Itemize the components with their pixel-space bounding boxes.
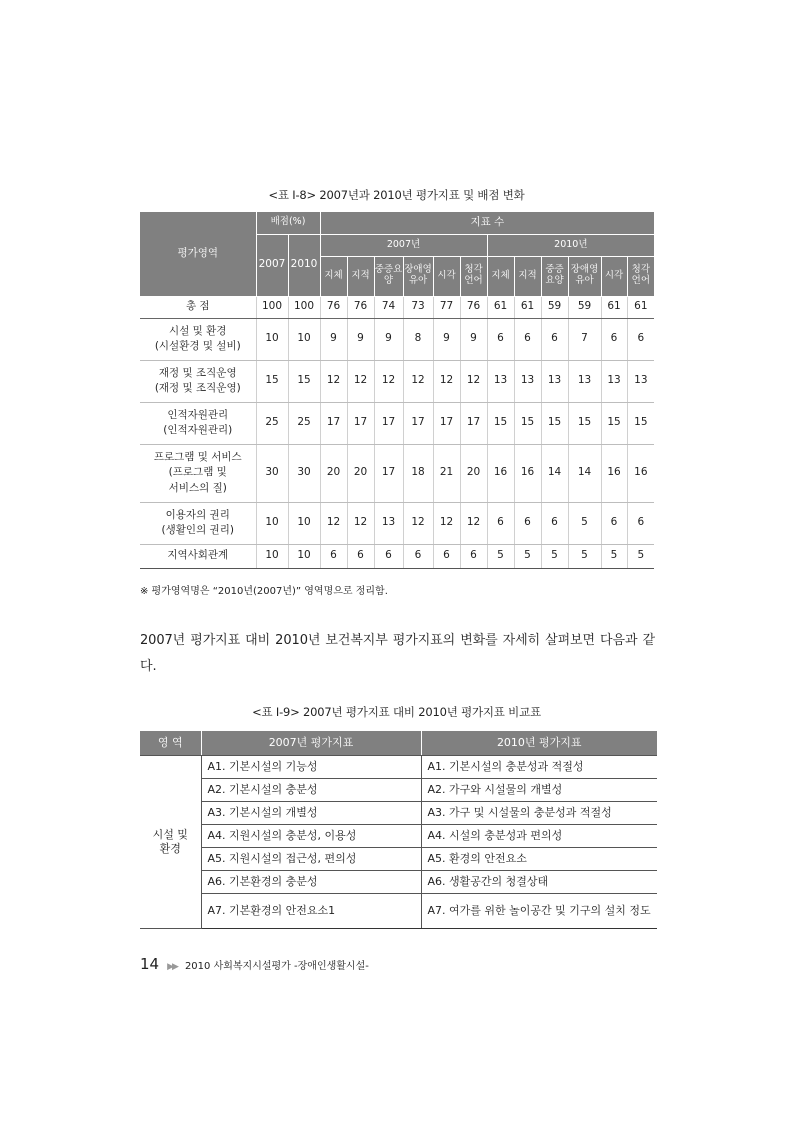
value-cell: 12 <box>433 502 460 544</box>
value-cell: 73 <box>403 296 433 318</box>
table-row <box>140 318 654 360</box>
header-area: 영 역 <box>140 731 201 756</box>
value-cell: 6 <box>627 502 654 544</box>
value-cell: 12 <box>460 360 487 402</box>
table-row <box>140 360 654 402</box>
indicator-text: A6. 기본환경의 충분성 <box>207 874 318 888</box>
value-cell: 12 <box>374 360 403 402</box>
table-row <box>140 779 657 802</box>
value-cell: 13 <box>541 360 568 402</box>
indicator-text: A1. 기본시설의 기능성 <box>207 759 318 773</box>
category-2010-1: 지적 <box>514 256 541 296</box>
value-cell: 61 <box>514 296 541 318</box>
value-cell: 17 <box>320 402 347 444</box>
value-cell: 12 <box>347 502 374 544</box>
value-cell: 61 <box>627 296 654 318</box>
table-row <box>140 802 657 825</box>
value-cell: 6 <box>347 544 374 568</box>
header-score: 배점(%) <box>256 212 320 234</box>
category-2010-4: 시각 <box>601 256 627 296</box>
indicator-2007-cell <box>201 894 421 929</box>
category-2007-1: 지적 <box>347 256 374 296</box>
value-cell: 5 <box>601 544 627 568</box>
indicator-2010-cell <box>421 825 657 848</box>
header-year-2010: 2010년 <box>487 234 654 256</box>
indicator-2010-cell <box>421 779 657 802</box>
value-cell: 6 <box>541 318 568 360</box>
indicator-2010-cell <box>421 894 657 929</box>
value-cell: 12 <box>403 502 433 544</box>
value-cell: 76 <box>460 296 487 318</box>
page-footer <box>140 955 369 973</box>
value-cell: 20 <box>460 444 487 502</box>
indicator-text: A4. 지원시설의 충분성, 이용성 <box>207 828 357 842</box>
area-cell: 이용자의 권리 (생활인의 권리) <box>140 502 256 544</box>
category-2010-2: 중증요양 <box>541 256 568 296</box>
header-score-2007: 2007 <box>256 234 288 296</box>
value-cell: 74 <box>374 296 403 318</box>
value-cell: 17 <box>347 402 374 444</box>
value-cell: 5 <box>627 544 654 568</box>
value-cell: 76 <box>320 296 347 318</box>
value-cell: 6 <box>487 318 514 360</box>
value-cell: 59 <box>541 296 568 318</box>
value-cell: 15 <box>487 402 514 444</box>
table-row <box>140 544 654 568</box>
value-cell: 13 <box>601 360 627 402</box>
table-row <box>140 825 657 848</box>
indicator-comparison-table <box>140 730 657 929</box>
table-row <box>140 871 657 894</box>
value-cell: 5 <box>568 544 601 568</box>
value-cell: 10 <box>288 318 320 360</box>
value-cell: 12 <box>347 360 374 402</box>
value-cell: 12 <box>320 360 347 402</box>
header-area: 평가영역 <box>140 212 256 296</box>
value-cell: 20 <box>347 444 374 502</box>
value-cell: 6 <box>374 544 403 568</box>
value-cell: 76 <box>347 296 374 318</box>
category-2010-0: 지체 <box>487 256 514 296</box>
value-cell: 25 <box>288 402 320 444</box>
value-cell: 17 <box>403 402 433 444</box>
table-row <box>140 444 654 502</box>
value-cell: 10 <box>256 544 288 568</box>
value-cell: 21 <box>433 444 460 502</box>
indicator-text: A2. 기본시설의 충분성 <box>207 782 318 796</box>
value-cell: 12 <box>403 360 433 402</box>
value-cell: 59 <box>568 296 601 318</box>
category-2010-5: 청각언어 <box>627 256 654 296</box>
value-cell: 15 <box>288 360 320 402</box>
value-cell: 6 <box>320 544 347 568</box>
indicator-2007-cell <box>201 756 421 779</box>
value-cell: 6 <box>541 502 568 544</box>
area-cell: 인적자원관리 (인적자원관리) <box>140 402 256 444</box>
value-cell: 7 <box>568 318 601 360</box>
value-cell: 15 <box>627 402 654 444</box>
value-cell: 13 <box>568 360 601 402</box>
value-cell: 15 <box>568 402 601 444</box>
value-cell: 12 <box>460 502 487 544</box>
value-cell: 15 <box>514 402 541 444</box>
value-cell: 5 <box>541 544 568 568</box>
value-cell: 25 <box>256 402 288 444</box>
value-cell: 12 <box>320 502 347 544</box>
value-cell: 13 <box>514 360 541 402</box>
value-cell: 14 <box>568 444 601 502</box>
table-row <box>140 894 657 929</box>
category-2007-0: 지체 <box>320 256 347 296</box>
indicator-2007-cell <box>201 825 421 848</box>
value-cell: 13 <box>487 360 514 402</box>
indicator-text: A7. 기본환경의 안전요소1 <box>207 903 336 917</box>
value-cell: 9 <box>374 318 403 360</box>
footer-title: 2010 사회복지시설평가 -장애인생활시설- <box>184 961 369 972</box>
area-cell: 지역사회관계 <box>140 544 256 568</box>
value-cell: 10 <box>288 502 320 544</box>
value-cell: 30 <box>288 444 320 502</box>
value-cell: 6 <box>433 544 460 568</box>
value-cell: 100 <box>256 296 288 318</box>
indicator-2010-cell <box>421 802 657 825</box>
value-cell: 9 <box>320 318 347 360</box>
table-row <box>140 502 654 544</box>
value-cell: 6 <box>403 544 433 568</box>
indicator-2010-cell <box>421 871 657 894</box>
value-cell: 17 <box>433 402 460 444</box>
value-cell: 6 <box>627 318 654 360</box>
category-2010-3: 장애영유아 <box>568 256 601 296</box>
value-cell: 5 <box>514 544 541 568</box>
value-cell: 10 <box>288 544 320 568</box>
category-2007-3: 장애영유아 <box>403 256 433 296</box>
table1-caption: <표 Ⅰ-8> 2007년과 2010년 평가지표 및 배점 변화 <box>268 188 525 202</box>
indicator-2007-cell <box>201 779 421 802</box>
value-cell: 10 <box>256 318 288 360</box>
indicator-text: A2. 가구와 시설물의 개별성 <box>427 782 563 796</box>
value-cell: 5 <box>568 502 601 544</box>
value-cell: 61 <box>487 296 514 318</box>
value-cell: 16 <box>514 444 541 502</box>
area-cell: 총 점 <box>140 296 256 318</box>
value-cell: 9 <box>433 318 460 360</box>
value-cell: 15 <box>541 402 568 444</box>
value-cell: 30 <box>256 444 288 502</box>
header-2010-indicators: 2010년 평가지표 <box>421 731 657 756</box>
value-cell: 6 <box>601 502 627 544</box>
value-cell: 17 <box>374 444 403 502</box>
indicator-2010-cell <box>421 756 657 779</box>
score-change-table <box>140 212 654 569</box>
value-cell: 6 <box>514 502 541 544</box>
area-cell: 재정 및 조직운영 (재정 및 조직운영) <box>140 360 256 402</box>
value-cell: 12 <box>433 360 460 402</box>
value-cell: 77 <box>433 296 460 318</box>
body-paragraph: 2007년 평가지표 대비 2010년 보건복지부 평가지표의 변화를 자세히 살펴보면 다음과 같다. <box>140 633 655 674</box>
area-cell: 시설 및 환경 (시설환경 및 설비) <box>140 318 256 360</box>
indicator-2007-cell <box>201 871 421 894</box>
value-cell: 15 <box>601 402 627 444</box>
value-cell: 5 <box>487 544 514 568</box>
indicator-text: A1. 기본시설의 충분성과 적절성 <box>427 759 584 773</box>
value-cell: 20 <box>320 444 347 502</box>
double-arrow-icon: ▶▶ <box>167 962 177 972</box>
value-cell: 17 <box>374 402 403 444</box>
table-row <box>140 296 654 318</box>
value-cell: 17 <box>460 402 487 444</box>
indicator-text: A4. 시설의 충분성과 편의성 <box>427 828 563 842</box>
indicator-2007-cell <box>201 802 421 825</box>
table1-note: ※ 평가영역명은 “2010년(2007년)” 영역명으로 정리함. <box>140 586 388 597</box>
value-cell: 18 <box>403 444 433 502</box>
value-cell: 8 <box>403 318 433 360</box>
area-cell: 프로그램 및 서비스 (프로그램 및 서비스의 질) <box>140 444 256 502</box>
table-row <box>140 756 657 779</box>
header-year-2007: 2007년 <box>320 234 487 256</box>
indicator-text: A5. 지원시설의 접근성, 편의성 <box>207 851 357 865</box>
value-cell: 13 <box>374 502 403 544</box>
indicator-2007-cell <box>201 848 421 871</box>
indicator-text: A3. 기본시설의 개별성 <box>207 805 318 819</box>
table-row <box>140 402 654 444</box>
category-2007-2: 중증요양 <box>374 256 403 296</box>
value-cell: 9 <box>460 318 487 360</box>
value-cell: 14 <box>541 444 568 502</box>
value-cell: 15 <box>256 360 288 402</box>
header-score-2010: 2010 <box>288 234 320 296</box>
value-cell: 10 <box>256 502 288 544</box>
value-cell: 6 <box>601 318 627 360</box>
value-cell: 6 <box>514 318 541 360</box>
header-2007-indicators: 2007년 평가지표 <box>201 731 421 756</box>
value-cell: 6 <box>487 502 514 544</box>
indicator-text: A5. 환경의 안전요소 <box>427 851 527 865</box>
value-cell: 16 <box>601 444 627 502</box>
category-2007-5: 청각언어 <box>460 256 487 296</box>
value-cell: 16 <box>487 444 514 502</box>
indicator-2010-cell <box>421 848 657 871</box>
header-indicators: 지표 수 <box>320 212 654 234</box>
indicator-text: A7. 여가를 위한 놀이공간 및 기구의 설치 정도 <box>427 903 651 917</box>
area-cell: 시설 및 환경 <box>140 756 201 929</box>
value-cell: 100 <box>288 296 320 318</box>
category-2007-4: 시각 <box>433 256 460 296</box>
indicator-text: A6. 생활공간의 청결상태 <box>427 874 549 888</box>
value-cell: 9 <box>347 318 374 360</box>
page-number: 14 <box>140 955 160 973</box>
value-cell: 6 <box>460 544 487 568</box>
value-cell: 61 <box>601 296 627 318</box>
value-cell: 13 <box>627 360 654 402</box>
indicator-text: A3. 가구 및 시설물의 충분성과 적절성 <box>427 805 612 819</box>
table2-caption: <표 Ⅰ-9> 2007년 평가지표 대비 2010년 평가지표 비교표 <box>252 705 541 719</box>
value-cell: 16 <box>627 444 654 502</box>
table-row <box>140 848 657 871</box>
